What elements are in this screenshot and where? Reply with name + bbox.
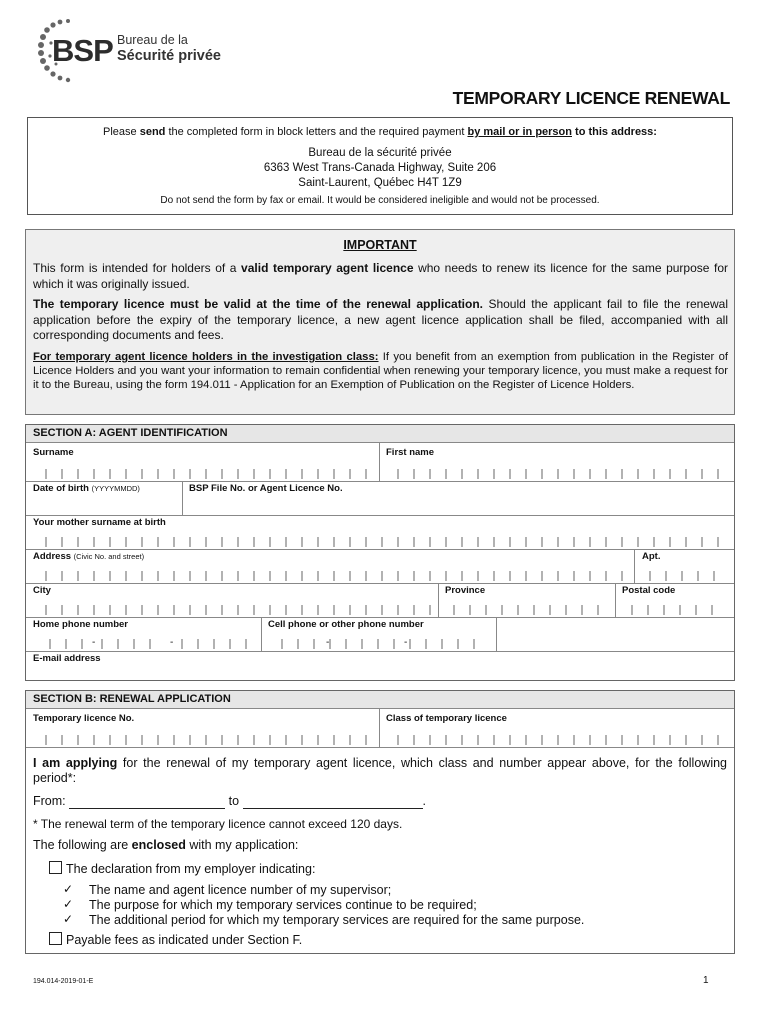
cell-phone-label: Cell phone or other phone number (268, 619, 424, 630)
check-icon: ✓ (63, 897, 74, 911)
home-phone-label: Home phone number (33, 619, 129, 630)
declaration-sub-item: The name and agent licence number of my supervisor; (89, 883, 392, 897)
first-name-label: First name (386, 447, 435, 458)
mother-surname-label: Your mother surname at birth (33, 517, 166, 528)
temp-licence-fields[interactable] (26, 735, 734, 745)
important-p1: This form is intended for holders of a valid temporary agent licence who needs to renew its licence for the same purpose for which it was originally issued. (33, 261, 729, 291)
logo-line2: Sécurité privée (117, 48, 221, 64)
city-label: City (33, 585, 51, 596)
declaration-sub-item: The additional period for which my temporary services are required for the same purpose. (89, 913, 585, 927)
to-date-field[interactable] (243, 797, 423, 809)
section-a-title: SECTION A: AGENT IDENTIFICATION (26, 425, 734, 443)
surname-field[interactable] (26, 469, 734, 479)
enclosed-heading: The following are enclosed with my application: (33, 838, 299, 852)
page-title: TEMPORARY LICENCE RENEWAL (452, 88, 730, 108)
important-box (25, 229, 735, 415)
renewal-term-note: * The renewal term of the temporary licence cannot exceed 120 days. (33, 817, 403, 831)
address-field[interactable] (26, 571, 734, 581)
temp-licence-no-label: Temporary licence No. (33, 713, 135, 724)
province-label: Province (445, 585, 486, 596)
file-no-label: BSP File No. or Agent Licence No. (189, 483, 343, 494)
mother-surname-field[interactable] (26, 537, 734, 547)
instructions-line: Please send the completed form in block letters and the required payment by mail or in person to this address: (103, 126, 657, 138)
from-date-field[interactable] (69, 797, 225, 809)
page-number: 1 (703, 975, 709, 986)
surname-label: Surname (33, 447, 74, 458)
fees-item: Payable fees as indicated under Section F. (49, 932, 302, 948)
instructions-box (27, 117, 733, 215)
section-b (25, 690, 735, 954)
apt-label: Apt. (642, 551, 661, 562)
form-code: 194.014-2019-01-E (33, 978, 94, 985)
applying-statement: I am applying for the renewal of my temporary agent licence, which class and number appear above, for the following period*: (33, 756, 727, 785)
check-icon: ✓ (63, 882, 74, 896)
fees-checkbox[interactable] (49, 932, 62, 945)
important-heading: IMPORTANT (343, 238, 417, 252)
important-p2: The temporary licence must be valid at the time of the renewal application. Should the applicant fail to file the renewal application before the expiry of the temporary licence, a new agent licence application shall be filed, accompanied with all corresponding documents and fees. (33, 297, 728, 342)
fax-note: Do not send the form by fax or email. It would be considered ineligible and would not be processed. (160, 195, 600, 206)
dob-label: Date of birth (YYYYMMDD) (33, 483, 140, 494)
bsp-logo (34, 16, 224, 86)
email-field[interactable] (26, 665, 734, 679)
declaration-item: The declaration from my employer indicating: (49, 861, 315, 877)
section-b-title: SECTION B: RENEWAL APPLICATION (26, 691, 734, 709)
licence-class-label: Class of temporary licence (386, 713, 507, 724)
address-label: Address (Civic No. and street) (33, 551, 145, 562)
declaration-sub-item: The purpose for which my temporary services continue to be required; (89, 898, 477, 912)
city-field[interactable] (26, 605, 734, 615)
period-line: From: to . (33, 794, 427, 808)
important-p3: For temporary agent licence holders in the investigation class: If you benefit from an exemption from publication in the Register of Licence Holders and you want your information to remain confidential when renewing your temporary licence, you must make a request for it to the Bureau, using the form 194.011 - Application for an Exemption of Publication on the Register of Licence Holders. (33, 351, 728, 391)
declaration-checkbox[interactable] (49, 861, 62, 874)
section-a: SECTION A: AGENT IDENTIFICATION Surname First name Date of birth (YYYYMMDD) BSP File No. or Agent Licence No. Your mother surname at birth Address (Civic No. and street) Apt. City Province Postal code Home phone number Cell phone or other phone number - - - - E-mail address (25, 424, 735, 681)
logo-line1: Bureau de la (117, 33, 188, 47)
mailing-address: Bureau de la sécurité privée 6363 West Trans-Canada Highway, Suite 206 Saint-Laurent, Québec H4T 1Z9 (263, 147, 497, 189)
phone-fields[interactable] (26, 639, 734, 649)
logo-bsp: BSP (52, 33, 113, 68)
check-icon: ✓ (63, 912, 74, 926)
email-label: E-mail address (33, 653, 101, 664)
postal-code-label: Postal code (622, 585, 676, 596)
